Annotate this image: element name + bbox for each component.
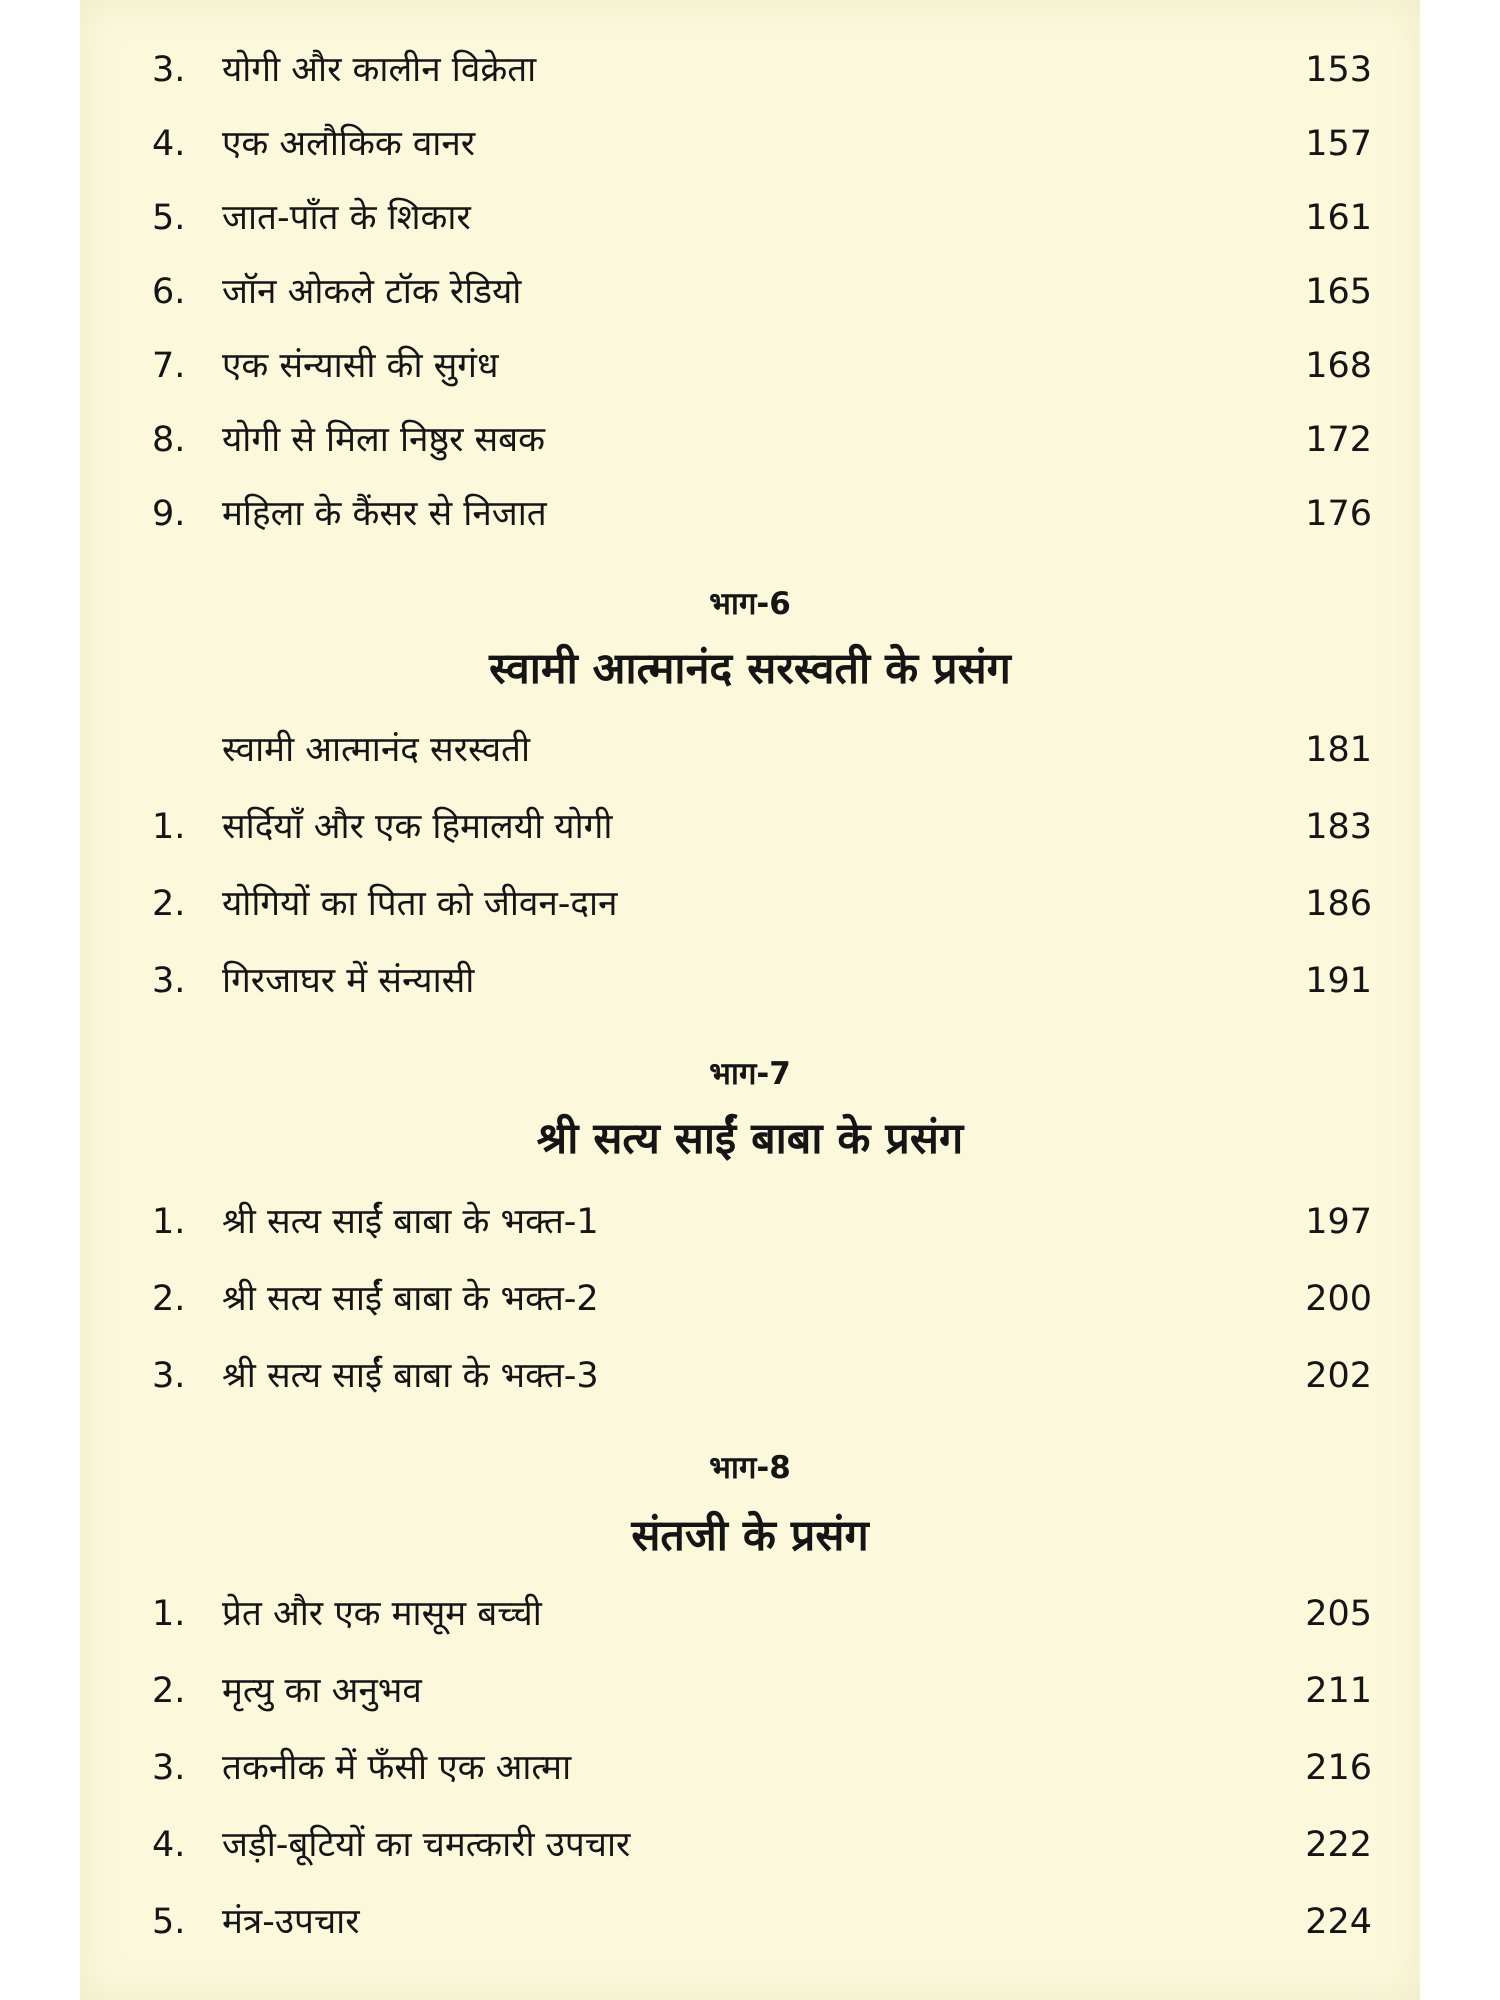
entry-number: 1. — [152, 807, 186, 847]
entry-title: श्री सत्य साईं बाबा के भक्त-3 — [222, 1356, 599, 1396]
entry-title: महिला के कैंसर से निजात — [222, 494, 547, 534]
entry-page-number: 224 — [1305, 1902, 1372, 1942]
section-heading: स्वामी आत्मानंद सरस्वती के प्रसंग — [489, 644, 1011, 694]
entry-number: 2. — [152, 884, 186, 924]
entry-page-number: 222 — [1305, 1825, 1372, 1865]
entry-title: जॉन ओकले टॉक रेडियो — [222, 272, 522, 312]
toc-entry — [80, 1815, 1420, 1875]
entry-number: 9. — [152, 494, 186, 534]
toc-entry — [80, 1738, 1420, 1798]
entry-page-number: 186 — [1305, 884, 1372, 924]
entry-page-number: 205 — [1305, 1594, 1372, 1634]
toc-entry — [80, 797, 1420, 857]
entry-title: तकनीक में फँसी एक आत्मा — [222, 1748, 572, 1788]
entry-page-number: 211 — [1305, 1671, 1372, 1711]
entry-number: 3. — [152, 50, 186, 90]
toc-entry — [80, 1192, 1420, 1252]
toc-entry — [80, 720, 1420, 780]
section-heading: श्री सत्य साईं बाबा के प्रसंग — [536, 1114, 964, 1164]
entry-number: 3. — [152, 961, 186, 1001]
entry-title: योगियों का पिता को जीवन-दान — [222, 884, 618, 924]
section-part-label: भाग-8 — [709, 1450, 791, 1486]
entry-title: प्रेत और एक मासूम बच्ची — [222, 1594, 542, 1634]
entry-page-number: 181 — [1305, 730, 1372, 770]
toc-entry — [80, 114, 1420, 174]
book-page — [80, 0, 1420, 2000]
entry-page-number: 165 — [1305, 272, 1372, 312]
entry-number: 8. — [152, 420, 186, 460]
entry-page-number: 161 — [1305, 198, 1372, 238]
entry-title: एक संन्यासी की सुगंध — [222, 346, 499, 386]
entry-number: 2. — [152, 1279, 186, 1319]
entry-title: जात-पाँत के शिकार — [222, 198, 471, 238]
section-heading: संतजी के प्रसंग — [631, 1511, 869, 1561]
entry-page-number: 168 — [1305, 346, 1372, 386]
entry-page-number: 197 — [1305, 1202, 1372, 1242]
entry-number: 6. — [152, 272, 186, 312]
entry-page-number: 157 — [1305, 124, 1372, 164]
entry-page-number: 153 — [1305, 50, 1372, 90]
entry-title: सर्दियाँ और एक हिमालयी योगी — [222, 807, 613, 847]
entry-title: मंत्र-उपचार — [222, 1902, 360, 1942]
entry-number: 3. — [152, 1748, 186, 1788]
entry-number: 2. — [152, 1671, 186, 1711]
entry-number: 7. — [152, 346, 186, 386]
entry-number: 4. — [152, 1825, 186, 1865]
entry-number: 5. — [152, 198, 186, 238]
toc-entry — [80, 951, 1420, 1011]
entry-title: एक अलौकिक वानर — [222, 124, 476, 164]
entry-number: 3. — [152, 1356, 186, 1396]
entry-page-number: 191 — [1305, 961, 1372, 1001]
entry-title: श्री सत्य साईं बाबा के भक्त-2 — [222, 1279, 599, 1319]
toc-entry — [80, 1584, 1420, 1644]
entry-page-number: 183 — [1305, 807, 1372, 847]
toc-entry — [80, 484, 1420, 544]
entry-page-number: 216 — [1305, 1748, 1372, 1788]
entry-title: स्वामी आत्मानंद सरस्वती — [222, 730, 531, 770]
toc-entry — [80, 1892, 1420, 1952]
entry-title: योगी से मिला निष्ठुर सबक — [222, 420, 546, 460]
section-part-label: भाग-7 — [709, 1056, 791, 1092]
entry-number: 4. — [152, 124, 186, 164]
entry-title: योगी और कालीन विक्रेता — [222, 50, 537, 90]
toc-entry — [80, 188, 1420, 248]
toc-entry — [80, 1661, 1420, 1721]
toc-entry — [80, 410, 1420, 470]
toc-entry — [80, 336, 1420, 396]
entry-page-number: 202 — [1305, 1356, 1372, 1396]
toc-entry — [80, 40, 1420, 100]
section-part-label: भाग-6 — [709, 586, 791, 622]
entry-title: मृत्यु का अनुभव — [222, 1671, 422, 1711]
toc-entry — [80, 1346, 1420, 1406]
entry-title: जड़ी-बूटियों का चमत्कारी उपचार — [222, 1825, 631, 1865]
toc-entry — [80, 874, 1420, 934]
toc-entry — [80, 1269, 1420, 1329]
entry-page-number: 200 — [1305, 1279, 1372, 1319]
entry-number: 1. — [152, 1594, 186, 1634]
entry-title: श्री सत्य साईं बाबा के भक्त-1 — [222, 1202, 599, 1242]
entry-number: 1. — [152, 1202, 186, 1242]
entry-number: 5. — [152, 1902, 186, 1942]
entry-page-number: 172 — [1305, 420, 1372, 460]
entry-title: गिरजाघर में संन्यासी — [222, 961, 475, 1001]
entry-page-number: 176 — [1305, 494, 1372, 534]
toc-entry — [80, 262, 1420, 322]
